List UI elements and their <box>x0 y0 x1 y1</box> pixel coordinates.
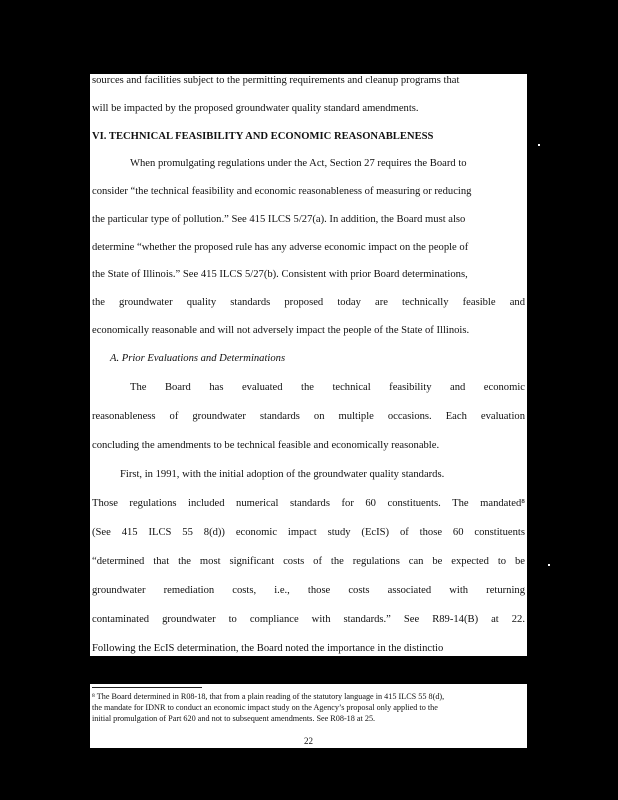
body-line: concluding the amendments to be technical feasible and economically reasonable. <box>92 440 440 451</box>
body-line: determine “whether the proposed rule has any adverse economic impact on the people of <box>92 242 469 253</box>
footnote-rule <box>92 687 202 688</box>
scan-speck <box>548 564 550 566</box>
body-line: sources and facilities subject to the permitting requirements and cleanup programs that <box>92 75 460 86</box>
body-line: the particular type of pollution.” See 415 ILCS 5/27(a). In addition, the Board must also <box>92 214 466 225</box>
footnote-line: the mandate for IDNR to conduct an economic impact study on the Agency’s proposal only applied to the <box>92 703 438 712</box>
footnote-line: initial promulgation of Part 620 and not to subsequent amendments. See R08-18 at 25. <box>92 714 376 723</box>
body-line: reasonableness of groundwater standards on multiple occasions. Each evaluation <box>92 411 525 422</box>
body-line: the State of Illinois.” See 415 ILCS 5/27(b). Consistent with prior Board determinations, <box>92 269 468 280</box>
body-line: will be impacted by the proposed groundwater quality standard amendments. <box>92 103 419 114</box>
body-line: consider “the technical feasibility and economic reasonableness of measuring or reducing <box>92 186 472 197</box>
body-line: When promulgating regulations under the Act, Section 27 requires the Board to <box>130 158 467 169</box>
body-line: contaminated groundwater to compliance with standards.” See R89-14(B) at 22. <box>92 614 525 625</box>
body-line: the groundwater quality standards proposed today are technically feasible and <box>92 297 525 308</box>
body-line: Following the EcIS determination, the Board noted the importance in the distinctio <box>92 643 444 654</box>
body-line: (See 415 ILCS 55 8(d)) economic impact study (EcIS) of those 60 constituents <box>92 527 525 538</box>
body-line: The Board has evaluated the technical feasibility and economic <box>130 382 525 393</box>
body-line: Those regulations included numerical standards for 60 constituents. The mandated⁸ <box>92 498 525 509</box>
section-heading: VI. TECHNICAL FEASIBILITY AND ECONOMIC REASONABLENESS <box>92 131 434 142</box>
body-line: economically reasonable and will not adversely impact the people of the State of Illinois. <box>92 325 470 336</box>
footnote-line: ⁸ The Board determined in R08-18, that from a plain reading of the statutory language in 415 ILCS 55 8(d), <box>92 692 445 701</box>
page-body <box>90 74 527 656</box>
scan-speck <box>538 144 540 146</box>
subsection-heading: A. Prior Evaluations and Determinations <box>110 353 286 364</box>
body-line: “determined that the most significant costs of the regulations can be expected to be <box>92 556 525 567</box>
body-line: First, in 1991, with the initial adoption of the groundwater quality standards. <box>120 469 445 480</box>
page-footer <box>90 684 527 748</box>
body-line: groundwater remediation costs, i.e., those costs associated with returning <box>92 585 525 596</box>
page-number: 22 <box>304 736 313 746</box>
